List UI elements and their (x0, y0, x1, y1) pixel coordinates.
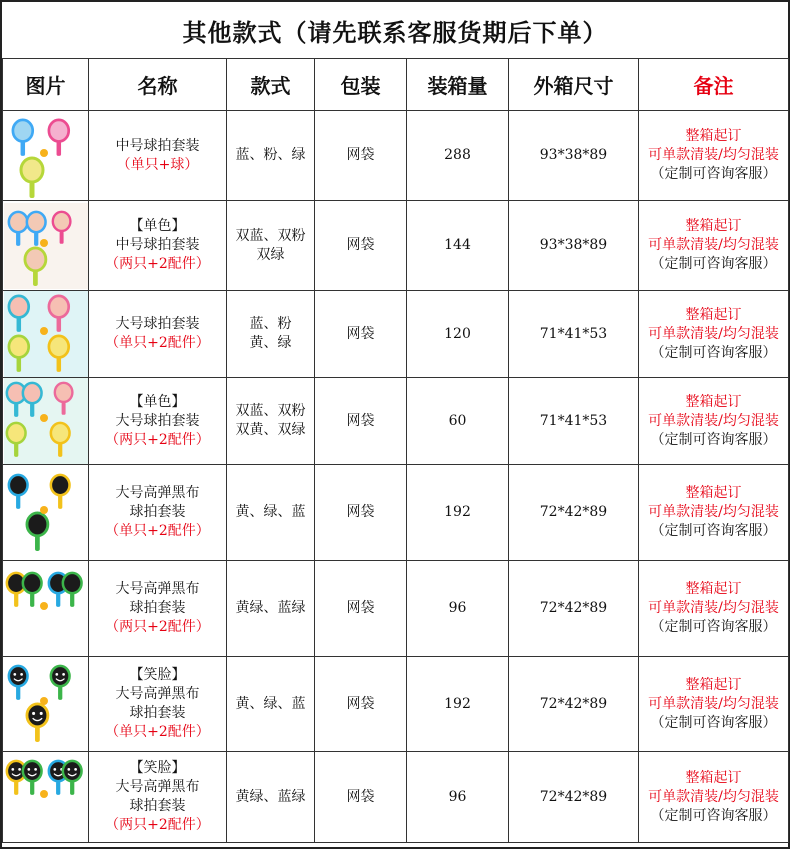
carton-size-value: 93*38*89 (539, 147, 608, 163)
qty-value: 288 (444, 147, 471, 163)
image-cell (3, 561, 89, 657)
packaging-cell (315, 465, 407, 561)
style-colors-line: 黄、绿、蓝 (235, 695, 306, 712)
carton-size-value: 72*42*89 (539, 600, 608, 616)
header-qty: 装箱量 (407, 59, 509, 111)
product-name-line: 大号高弹黑布 (115, 779, 200, 795)
note-custom: （定制可咨询客服） (650, 714, 777, 731)
image-cell (3, 752, 89, 843)
product-name-line: 大号高弹黑布 (115, 686, 200, 702)
note-min-order: 整箱起订 (685, 128, 742, 144)
name-cell (89, 291, 227, 378)
qty-value: 120 (444, 325, 471, 342)
size-cell (509, 657, 639, 752)
size-cell (509, 561, 639, 657)
qty-cell (407, 378, 509, 465)
packaging-cell (315, 111, 407, 201)
qty-cell (407, 752, 509, 843)
note-min-order: 整箱起订 (685, 306, 742, 323)
notes-cell (639, 111, 789, 201)
table-row (3, 111, 789, 201)
name-cell (89, 657, 227, 752)
notes-cell (639, 561, 789, 657)
carton-size-value: 72*42*89 (539, 695, 608, 712)
style-colors-line: 双黄、双绿 (235, 422, 306, 438)
image-cell (3, 465, 89, 561)
product-name-line: 球拍套装 (129, 705, 186, 721)
qty-value: 192 (444, 695, 471, 712)
packaging-cell (315, 378, 407, 465)
packaging-cell (315, 561, 407, 657)
style-cell (227, 201, 315, 291)
size-cell (509, 465, 639, 561)
packaging-cell (315, 657, 407, 752)
size-cell (509, 201, 639, 291)
note-min-order: 整箱起订 (685, 485, 742, 501)
style-colors-line: 双绿 (256, 246, 285, 263)
packaging-value: 网袋 (346, 237, 375, 253)
product-contents: （单只+2配件） (105, 335, 210, 351)
qty-cell (407, 291, 509, 378)
product-thumbnail-image (4, 113, 88, 199)
name-cell (89, 752, 227, 843)
name-cell (89, 378, 227, 465)
product-name-line: 【单色】 (129, 393, 186, 410)
style-cell (227, 111, 315, 201)
style-colors-line: 黄、绿、蓝 (235, 504, 306, 520)
style-cell (227, 561, 315, 657)
product-name-line: 球拍套装 (129, 600, 186, 616)
packaging-value: 网袋 (346, 788, 375, 805)
note-mix-packing: 可单款清装/均匀混装 (648, 237, 779, 253)
product-table (2, 58, 789, 843)
table-row (3, 657, 789, 752)
style-cell (227, 752, 315, 843)
style-colors-line: 双蓝、双粉 (235, 227, 306, 244)
note-mix-packing: 可单款清装/均匀混装 (648, 412, 779, 429)
product-contents: （两只+2配件） (105, 431, 210, 448)
sheet-title: 其他款式（请先联系客服货期后下单） (2, 2, 788, 59)
note-min-order: 整箱起订 (685, 581, 742, 597)
style-cell (227, 465, 315, 561)
style-colors-line: 蓝、粉、绿 (235, 147, 306, 163)
note-custom: （定制可咨询客服） (650, 807, 777, 824)
product-name-line: 球拍套装 (129, 504, 186, 520)
packaging-value: 网袋 (346, 412, 375, 429)
name-cell (89, 561, 227, 657)
product-name-line: 大号球拍套装 (115, 412, 200, 429)
packaging-cell (315, 752, 407, 843)
product-thumbnail-image (4, 754, 88, 840)
packaging-cell (315, 201, 407, 291)
qty-value: 96 (448, 600, 467, 616)
note-custom: （定制可咨询客服） (650, 523, 777, 539)
packaging-value: 网袋 (346, 325, 375, 342)
product-contents: （两只+2配件） (105, 256, 210, 272)
note-mix-packing: 可单款清装/均匀混装 (648, 695, 779, 712)
notes-cell (639, 201, 789, 291)
style-cell (227, 291, 315, 378)
size-cell (509, 752, 639, 843)
note-custom: （定制可咨询客服） (650, 619, 777, 635)
product-name-line: 球拍套装 (129, 798, 186, 814)
table-row (3, 561, 789, 657)
product-contents: （两只+2配件） (105, 619, 210, 635)
note-min-order: 整箱起订 (685, 676, 742, 693)
qty-value: 60 (448, 412, 467, 429)
packaging-value: 网袋 (346, 504, 375, 520)
style-colors-line: 黄绿、蓝绿 (235, 788, 306, 805)
product-name-line: 中号球拍套装 (115, 137, 200, 154)
note-mix-packing: 可单款清装/均匀混装 (648, 504, 779, 520)
note-mix-packing: 可单款清装/均匀混装 (648, 147, 779, 163)
header-row (3, 59, 789, 111)
carton-size-value: 93*38*89 (539, 237, 608, 253)
style-cell (227, 657, 315, 752)
image-cell (3, 657, 89, 752)
product-thumbnail-image (4, 291, 88, 377)
qty-cell (407, 111, 509, 201)
note-min-order: 整箱起订 (685, 218, 742, 234)
product-thumbnail-image (4, 470, 88, 556)
packaging-value: 网袋 (346, 147, 375, 163)
product-name-line: 【笑脸】 (129, 667, 186, 683)
product-contents: （单只+2配件） (105, 523, 210, 539)
product-name-line: 大号球拍套装 (115, 316, 200, 332)
notes-cell (639, 378, 789, 465)
table-row (3, 378, 789, 465)
style-colors-line: 黄、绿 (249, 335, 292, 351)
header-size: 外箱尺寸 (509, 59, 639, 111)
note-custom: （定制可咨询客服） (650, 431, 777, 448)
table-row (3, 291, 789, 378)
product-thumbnail-image (4, 378, 88, 464)
product-name-line: 大号高弹黑布 (115, 485, 200, 501)
qty-cell (407, 657, 509, 752)
name-cell (89, 111, 227, 201)
carton-size-value: 72*42*89 (539, 504, 608, 520)
carton-size-value: 71*41*53 (539, 412, 608, 429)
note-mix-packing: 可单款清装/均匀混装 (648, 788, 779, 805)
size-cell (509, 378, 639, 465)
product-contents: （单只+球） (116, 156, 199, 173)
product-contents: （单只+2配件） (105, 724, 210, 740)
note-min-order: 整箱起订 (685, 393, 742, 410)
product-name-line: 中号球拍套装 (115, 237, 200, 253)
header-packaging: 包装 (315, 59, 407, 111)
product-thumbnail-image (4, 661, 88, 747)
qty-cell (407, 465, 509, 561)
note-mix-packing: 可单款清装/均匀混装 (648, 600, 779, 616)
qty-cell (407, 561, 509, 657)
table-row (3, 752, 789, 843)
size-cell (509, 291, 639, 378)
header-style: 款式 (227, 59, 315, 111)
table-row (3, 201, 789, 291)
size-cell (509, 111, 639, 201)
product-thumbnail-image (4, 566, 88, 652)
note-min-order: 整箱起订 (685, 769, 742, 786)
image-cell (3, 378, 89, 465)
image-cell (3, 201, 89, 291)
product-name-line: 【笑脸】 (129, 760, 186, 776)
note-custom: （定制可咨询客服） (650, 166, 777, 182)
name-cell (89, 201, 227, 291)
style-colors-line: 蓝、粉 (249, 316, 292, 332)
notes-cell (639, 465, 789, 561)
qty-cell (407, 201, 509, 291)
table-row (3, 465, 789, 561)
name-cell (89, 465, 227, 561)
note-custom: （定制可咨询客服） (650, 256, 777, 272)
product-name-line: 【单色】 (129, 218, 186, 234)
header-notes: 备注 (639, 59, 789, 111)
notes-cell (639, 752, 789, 843)
style-cell (227, 378, 315, 465)
product-thumbnail-image (4, 203, 88, 289)
packaging-value: 网袋 (346, 600, 375, 616)
packaging-cell (315, 291, 407, 378)
product-name-line: 大号高弹黑布 (115, 581, 200, 597)
note-mix-packing: 可单款清装/均匀混装 (648, 325, 779, 342)
style-colors-line: 双蓝、双粉 (235, 403, 306, 419)
header-name: 名称 (89, 59, 227, 111)
carton-size-value: 72*42*89 (539, 788, 608, 805)
image-cell (3, 291, 89, 378)
image-cell (3, 111, 89, 201)
note-custom: （定制可咨询客服） (650, 344, 777, 361)
notes-cell (639, 291, 789, 378)
carton-size-value: 71*41*53 (539, 325, 608, 342)
qty-value: 192 (444, 504, 471, 520)
notes-cell (639, 657, 789, 752)
product-contents: （两只+2配件） (105, 817, 210, 833)
qty-value: 96 (448, 788, 467, 805)
style-colors-line: 黄绿、蓝绿 (235, 600, 306, 616)
header-image: 图片 (3, 59, 89, 111)
qty-value: 144 (444, 237, 471, 253)
packaging-value: 网袋 (346, 695, 375, 712)
